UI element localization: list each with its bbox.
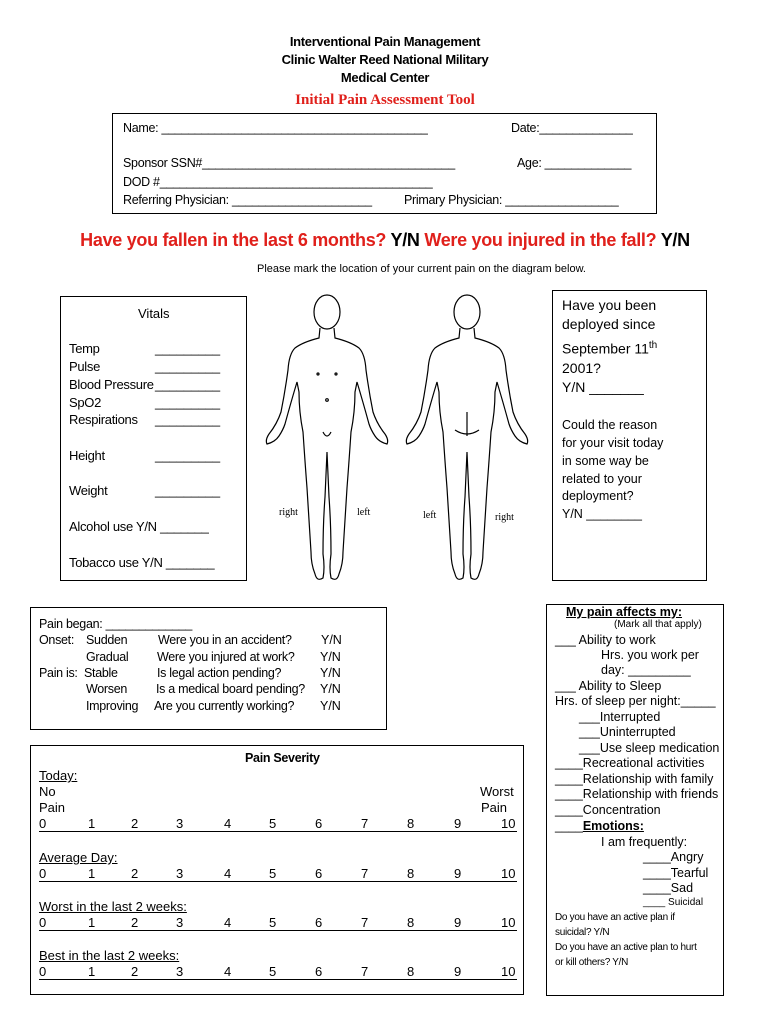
back-right-label: right <box>495 512 514 523</box>
scale-value-6[interactable]: 6 <box>315 964 323 979</box>
scale-value-0[interactable]: 0 <box>39 816 47 831</box>
worst-2weeks-label: Worst in the last 2 weeks: <box>39 899 187 914</box>
average-day-label: Average Day: <box>39 850 118 865</box>
scale-value-10[interactable]: 10 <box>501 816 516 831</box>
today-scale[interactable] <box>31 816 525 834</box>
emotions-label: Emotions: <box>582 819 644 833</box>
deployed-yn-field[interactable]: Y/N _______ <box>562 379 644 395</box>
fall-question <box>0 230 770 251</box>
average-scale[interactable] <box>31 866 525 884</box>
worst-pain-label: Pain <box>481 800 508 815</box>
scale-value-9[interactable]: 9 <box>454 915 462 930</box>
injury-question-text: Were you injured in the fall? <box>424 230 657 250</box>
scale-value-3[interactable]: 3 <box>176 816 184 831</box>
board-yn[interactable]: Y/N <box>320 682 341 696</box>
hours-work-label: Hrs. you work per <box>601 648 699 662</box>
scale-value-2[interactable]: 2 <box>131 816 139 831</box>
scale-value-2[interactable]: 2 <box>131 866 139 881</box>
worst-scale[interactable] <box>31 915 525 933</box>
body-back-figure <box>406 295 527 579</box>
scale-underline <box>39 930 517 931</box>
scale-value-5[interactable]: 5 <box>269 915 277 930</box>
best-2weeks-label: Best in the last 2 weeks: <box>39 948 180 963</box>
pain-is-label: Pain is: <box>39 666 78 680</box>
scale-value-6[interactable]: 6 <box>315 866 323 881</box>
fall-question-text: Have you fallen in the last 6 months? <box>80 230 387 250</box>
onset-gradual[interactable]: Gradual <box>86 650 129 664</box>
tobacco-field[interactable]: Tobacco use Y/N _______ <box>69 555 215 570</box>
emotion-suicidal[interactable]: ____ Suicidal <box>643 897 704 908</box>
pain-onset-box <box>30 607 387 730</box>
respirations-field[interactable]: _________ <box>155 412 221 427</box>
accident-yn[interactable]: Y/N <box>321 633 342 647</box>
bp-label: Blood Pressure <box>69 377 154 392</box>
scale-value-1[interactable]: 1 <box>88 866 96 881</box>
weight-label: Weight <box>69 483 108 498</box>
scale-value-8[interactable]: 8 <box>407 915 415 930</box>
alcohol-field[interactable]: Alcohol use Y/N _______ <box>69 519 209 534</box>
date-field[interactable]: Date:______________ <box>511 121 633 135</box>
name-field[interactable]: Name: ________________________________________ <box>123 121 428 135</box>
scale-value-7[interactable]: 7 <box>361 816 369 831</box>
scale-value-10[interactable]: 10 <box>501 915 516 930</box>
sleep-uninterrupted[interactable]: ___Uninterrupted <box>579 725 676 739</box>
scale-value-0[interactable]: 0 <box>39 915 47 930</box>
scale-value-1[interactable]: 1 <box>88 816 96 831</box>
form-title: Initial Pain Assessment Tool <box>295 92 475 108</box>
no-pain-label: Pain <box>39 800 66 815</box>
ability-sleep[interactable]: ___ Ability to Sleep <box>555 679 662 693</box>
diagram-instruction: Please mark the location of your current pain on the diagram below. <box>257 263 586 275</box>
clinic-name-line1: Interventional Pain Management <box>289 34 481 49</box>
scale-value-6[interactable]: 6 <box>315 915 323 930</box>
emotions[interactable] <box>555 819 644 833</box>
pain-began-field[interactable]: Pain began: _____________ <box>39 617 193 631</box>
pain-improving[interactable]: Improving <box>86 699 139 713</box>
pulse-field[interactable]: _________ <box>155 359 221 374</box>
scale-value-4[interactable]: 4 <box>224 915 232 930</box>
scale-underline <box>39 979 517 980</box>
emotion-tearful[interactable]: ____Tearful <box>643 866 709 880</box>
height-label: Height <box>69 448 105 463</box>
bp-field[interactable]: _________ <box>155 377 221 392</box>
relationship-family[interactable]: ____Relationship with family <box>555 772 714 786</box>
age-field[interactable]: Age: _____________ <box>517 156 632 170</box>
pain-severity-box <box>30 745 524 995</box>
scale-value-7[interactable]: 7 <box>361 915 369 930</box>
board-question: Is a medical board pending? <box>156 682 305 696</box>
hours-sleep-field[interactable]: Hrs. of sleep per night:_____ <box>555 694 716 708</box>
pain-worsen[interactable]: Worsen <box>86 682 128 696</box>
back-left-label: left <box>423 510 437 521</box>
worst-label: Worst <box>480 784 514 799</box>
no-label: No <box>39 784 56 799</box>
hours-work-field[interactable]: day: _________ <box>601 663 691 677</box>
deployed-line3 <box>562 340 657 357</box>
weight-field[interactable]: _________ <box>155 483 221 498</box>
scale-value-3[interactable]: 3 <box>176 915 184 930</box>
vitals-box <box>60 296 247 581</box>
ability-work[interactable]: ___ Ability to work <box>555 633 656 647</box>
legal-yn[interactable]: Y/N <box>320 666 341 680</box>
scale-value-10[interactable]: 10 <box>501 964 516 979</box>
plan-others-line1: Do you have an active plan to hurt <box>555 942 697 953</box>
emotion-sad[interactable]: ____Sad <box>643 881 694 895</box>
onset-label: Onset: <box>39 633 75 647</box>
scale-value-4[interactable]: 4 <box>224 866 232 881</box>
reason-line3: in some way be <box>562 454 649 468</box>
deployment-box <box>552 290 707 581</box>
recreational-activities[interactable]: ____Recreational activities <box>555 756 705 770</box>
deployed-line4: 2001? <box>562 360 601 376</box>
height-field[interactable]: _________ <box>155 448 221 463</box>
scale-value-7[interactable]: 7 <box>361 964 369 979</box>
plan-suicidal-line1: Do you have an active plan if <box>555 912 675 923</box>
fall-yn[interactable]: Y/N <box>390 230 420 250</box>
referring-physician-field[interactable]: Referring Physician: _____________________ <box>123 193 372 207</box>
scale-value-8[interactable]: 8 <box>407 964 415 979</box>
relationship-friends[interactable]: ____Relationship with friends <box>555 787 719 801</box>
patient-info-box <box>112 113 657 214</box>
reason-line5: deployment? <box>562 489 634 503</box>
working-yn[interactable]: Y/N <box>320 699 341 713</box>
scale-value-2[interactable]: 2 <box>131 964 139 979</box>
clinic-name-line2: Clinic Walter Reed National Military <box>281 52 489 67</box>
sleep-interrupted[interactable]: ___Interrupted <box>579 710 661 724</box>
pain-affects-box <box>546 604 724 996</box>
emotion-angry[interactable]: ____Angry <box>643 850 704 864</box>
scale-value-9[interactable]: 9 <box>454 866 462 881</box>
reason-line4: related to your <box>562 472 642 486</box>
injury-yn[interactable]: Y/N <box>660 230 690 250</box>
work-injury-question: Were you injured at work? <box>157 650 295 664</box>
severity-title: Pain Severity <box>245 751 320 765</box>
respirations-label: Respirations <box>69 412 138 427</box>
scale-value-4[interactable]: 4 <box>224 964 232 979</box>
front-left-label: left <box>357 507 371 518</box>
reason-yn-field[interactable]: Y/N ________ <box>562 507 642 521</box>
scale-value-4[interactable]: 4 <box>224 816 232 831</box>
body-diagram[interactable] <box>255 292 545 588</box>
scale-value-1[interactable]: 1 <box>88 964 96 979</box>
scale-value-8[interactable]: 8 <box>407 816 415 831</box>
reason-line2: for your visit today <box>562 436 664 450</box>
deployed-line2: deployed since <box>562 316 656 332</box>
body-front-figure <box>266 295 387 579</box>
vitals-title: Vitals <box>138 306 170 321</box>
concentration[interactable]: ____Concentration <box>555 803 661 817</box>
today-label: Today: <box>39 768 78 783</box>
deployed-date-text: September 11 <box>562 340 649 357</box>
scale-value-9[interactable]: 9 <box>454 816 462 831</box>
front-right-label: right <box>279 507 298 518</box>
spo2-field[interactable]: _________ <box>155 395 221 410</box>
deployed-line1: Have you been <box>562 297 657 313</box>
dod-field[interactable]: DOD #_________________________________________ <box>123 175 433 189</box>
scale-value-8[interactable]: 8 <box>407 866 415 881</box>
affects-title: My pain affects my: <box>566 605 683 619</box>
emotions-blank: ____ <box>555 819 583 833</box>
legal-question: Is legal action pending? <box>157 666 282 680</box>
scale-value-7[interactable]: 7 <box>361 866 369 881</box>
clinic-name-line3: Medical Center <box>340 70 430 85</box>
temp-field[interactable]: _________ <box>155 341 221 356</box>
deployed-date-sup: th <box>648 340 658 351</box>
scale-underline <box>39 831 517 832</box>
plan-others-line2[interactable]: or kill others? Y/N <box>555 957 629 968</box>
scale-value-9[interactable]: 9 <box>454 964 462 979</box>
working-question: Are you currently working? <box>154 699 295 713</box>
best-scale[interactable] <box>31 964 525 982</box>
reason-line1: Could the reason <box>562 418 658 432</box>
ssn-field[interactable]: Sponsor SSN#______________________________________ <box>123 156 455 170</box>
plan-suicidal-line2[interactable]: suicidal? Y/N <box>555 927 610 938</box>
scale-value-6[interactable]: 6 <box>315 816 323 831</box>
scale-value-2[interactable]: 2 <box>131 915 139 930</box>
affects-note: (Mark all that apply) <box>614 619 702 630</box>
frequently-label: I am frequently: <box>601 835 688 849</box>
scale-value-1[interactable]: 1 <box>88 915 96 930</box>
temp-label: Temp <box>69 341 100 356</box>
scale-value-5[interactable]: 5 <box>269 816 277 831</box>
scale-value-0[interactable]: 0 <box>39 866 47 881</box>
accident-question: Were you in an accident? <box>158 633 292 647</box>
primary-physician-field[interactable]: Primary Physician: _________________ <box>404 193 619 207</box>
scale-value-3[interactable]: 3 <box>176 964 184 979</box>
pulse-label: Pulse <box>69 359 101 374</box>
scale-value-0[interactable]: 0 <box>39 964 47 979</box>
work-injury-yn[interactable]: Y/N <box>320 650 341 664</box>
scale-value-10[interactable]: 10 <box>501 866 516 881</box>
sleep-medication[interactable]: ___Use sleep medication <box>579 741 720 755</box>
scale-value-3[interactable]: 3 <box>176 866 184 881</box>
pain-stable[interactable]: Stable <box>84 666 118 680</box>
scale-value-5[interactable]: 5 <box>269 866 277 881</box>
scale-underline <box>39 881 517 882</box>
spo2-label: SpO2 <box>69 395 102 410</box>
scale-value-5[interactable]: 5 <box>269 964 277 979</box>
onset-sudden[interactable]: Sudden <box>86 633 128 647</box>
